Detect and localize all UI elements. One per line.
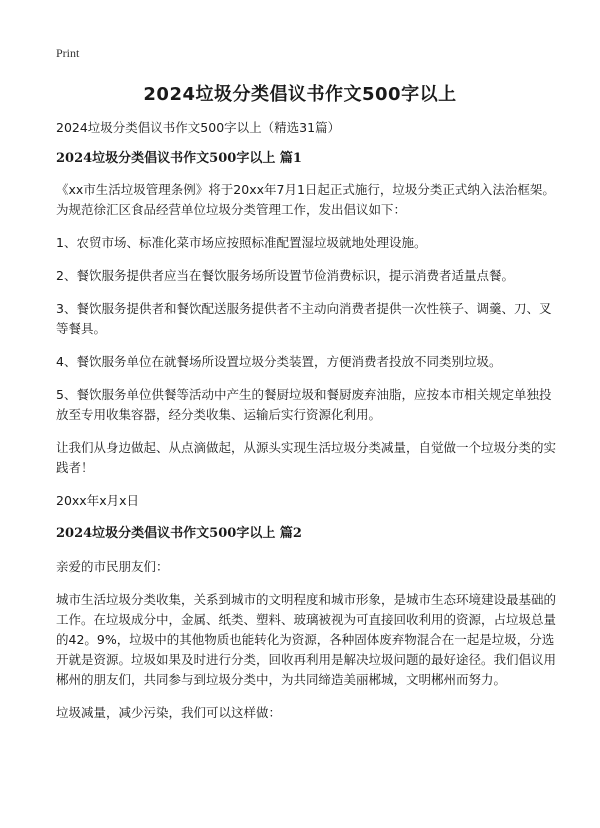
section-1-closing: 让我们从身边做起、从点滴做起，从源头实现生活垃圾分类减量，自觉做一个垃圾分类的实践者！ [56,440,557,475]
section-2-greeting: 亲爱的市民朋友们： [56,559,169,574]
section-1-item-4: 4、餐饮服务单位在就餐场所设置垃圾分类装置，方便消费者投放不同类别垃圾。 [56,354,502,369]
print-label[interactable]: Print [56,46,80,60]
section-2-last: 垃圾减量，减少污染，我们可以这样做： [56,705,282,720]
section-2-heading: 2024垃圾分类倡议书作文500字以上 篇2 [56,526,302,541]
section-1-heading: 2024垃圾分类倡议书作文500字以上 篇1 [56,151,302,166]
document-title: 2024垃圾分类倡议书作文500字以上 [143,84,457,105]
section-1-item-2: 2、餐饮服务提供者应当在餐饮服务场所设置节俭消费标识，提示消费者适量点餐。 [56,268,514,283]
section-2-body: 城市生活垃圾分类收集，关系到城市的文明程度和城市形象，是城市生态环境建设最基础的工作。在垃圾成分中，金属、纸类、塑料、玻璃被视为可直接回收利用的资源，占垃圾总量的42。9%，垃圾中的其他物质也能转化为资源，各种固体废弃物混合在一起是垃圾，分选开就是资源。垃圾如果及时进行分类，回收再利用是解决垃圾问题的最好途径。我们倡议用郴州的朋友们，共同参与到垃圾分类中，为共同缔造美丽郴城，文明郴州而努力。 [56,592,557,687]
document-subtitle: 2024垃圾分类倡议书作文500字以上（精选31篇） [56,120,341,135]
section-1-intro: 《xx市生活垃圾管理条例》将于20xx年7月1日起正式施行，垃圾分类正式纳入法治框架。为规范徐汇区食品经营单位垃圾分类管理工作，发出倡议如下： [56,182,555,217]
section-1-item-3: 3、餐饮服务提供者和餐饮配送服务提供者不主动向消费者提供一次性筷子、调羹、刀、叉等餐具。 [56,301,552,336]
section-1-item-1: 1、农贸市场、标准化菜市场应按照标准配置湿垃圾就地处理设施。 [56,235,427,250]
document-content [56,118,556,723]
section-1-date: 20xx年x月x日 [56,493,139,508]
section-1-item-5: 5、餐饮服务单位供餐等活动中产生的餐厨垃圾和餐厨废弃油脂，应按本市相关规定单独投放至专用收集容器，经分类收集、运输后实行资源化利用。 [56,387,552,422]
